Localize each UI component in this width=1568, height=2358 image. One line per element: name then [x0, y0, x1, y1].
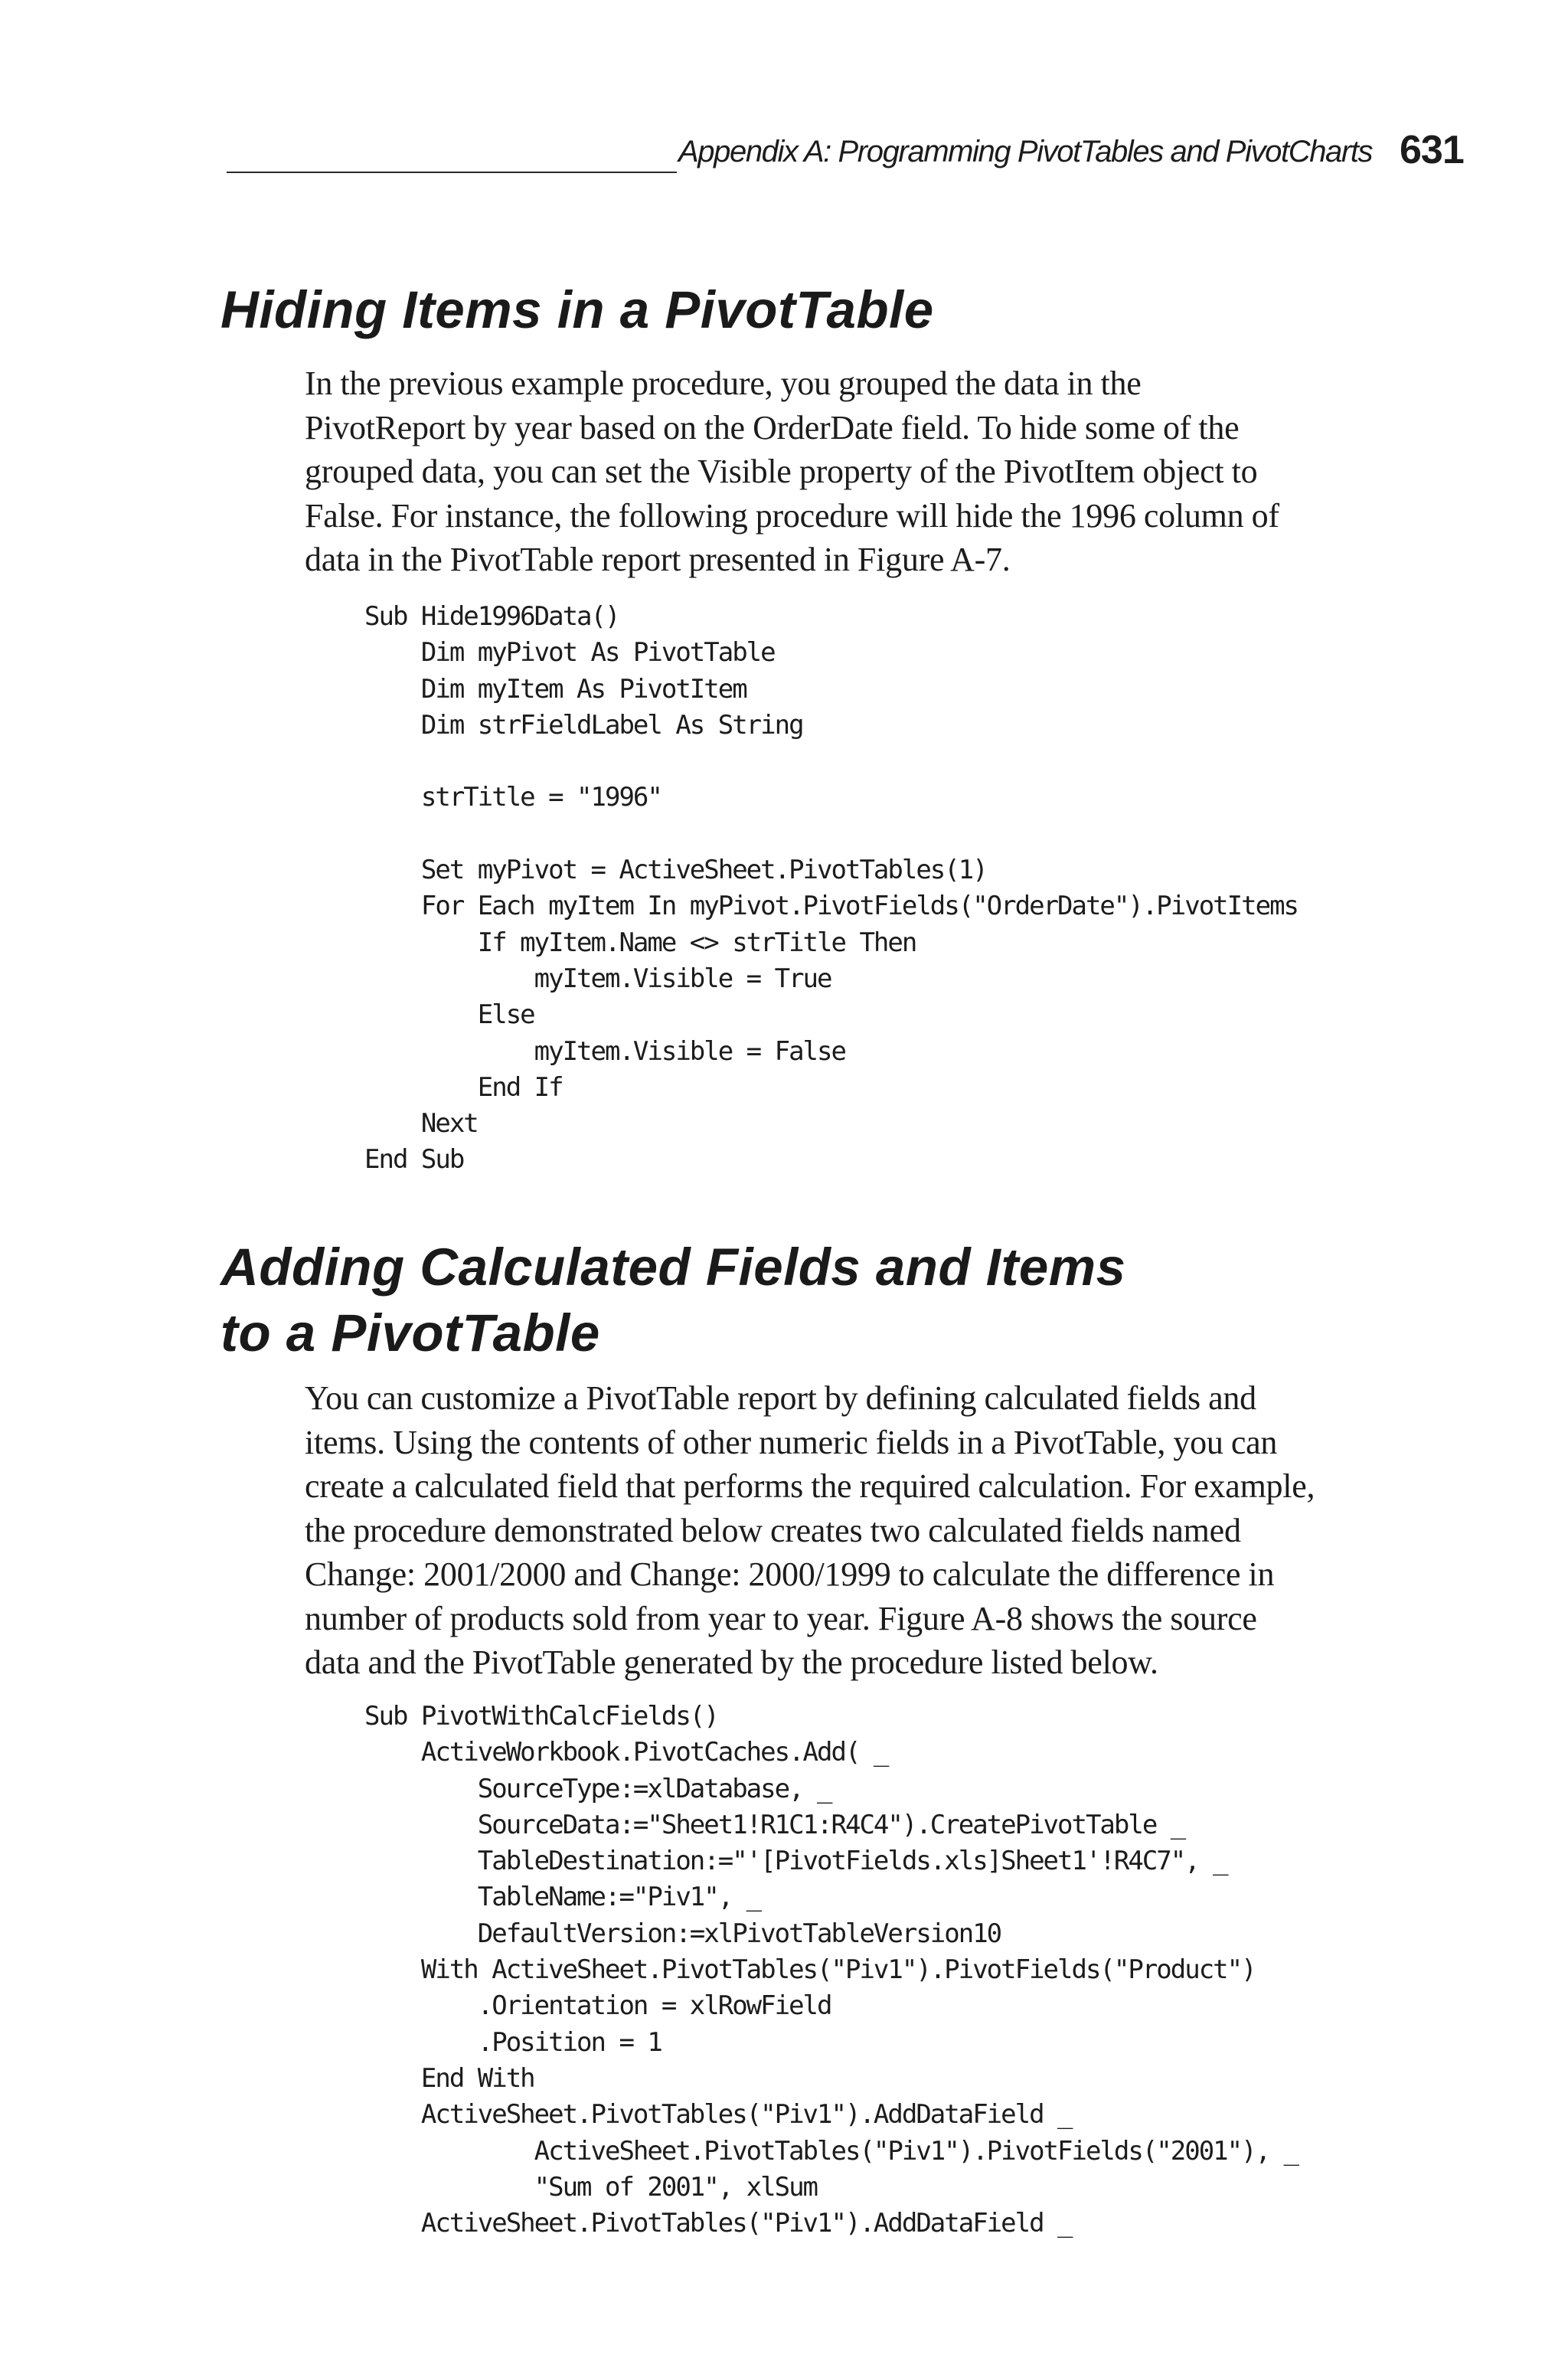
heading-line: Hiding Items in a PivotTable: [220, 280, 934, 339]
paragraph-line: the procedure demonstrated below creates two calculated fields named: [305, 1511, 1241, 1549]
code-line: Dim myItem As PivotItem: [364, 673, 746, 705]
header-rule: [227, 172, 677, 173]
paragraph-line: create a calculated field that performs the required calculation. For example,: [305, 1467, 1315, 1505]
code-line: SourceData:="Sheet1!R1C1:R4C4").CreatePivotTable _: [364, 1809, 1185, 1840]
code-line: .Position = 1: [364, 2026, 662, 2058]
code-listing-pivotwithcalcfields: [364, 1699, 1298, 2242]
code-line: ActiveWorkbook.PivotCaches.Add( _: [364, 1737, 888, 1768]
paragraph-line: items. Using the contents of other numeric fields in a PivotTable, you can: [305, 1423, 1278, 1461]
paragraph-line: You can customize a PivotTable report by defining calculated fields and: [305, 1379, 1256, 1417]
paragraph-line: In the previous example procedure, you grouped the data in the: [305, 365, 1142, 402]
heading-line: to a PivotTable: [220, 1303, 600, 1362]
code-line: [364, 816, 1298, 852]
code-line: If myItem.Name <> strTitle Then: [364, 927, 916, 958]
code-line: ActiveSheet.PivotTables("Piv1").AddDataField _: [364, 2208, 1072, 2239]
code-line: Dim myPivot As PivotTable: [364, 637, 775, 669]
code-line: For Each myItem In myPivot.PivotFields("OrderDate").PivotItems: [364, 891, 1298, 922]
code-line: ActiveSheet.PivotTables("Piv1").PivotFields("2001"), _: [364, 2135, 1298, 2167]
page-number: 631: [1400, 128, 1464, 172]
code-line: myItem.Visible = True: [364, 963, 831, 994]
paragraph-line: Change: 2001/2000 and Change: 2000/1999 to calculate the difference in: [305, 1555, 1275, 1593]
paragraph-line: data and the PivotTable generated by the procedure listed below.: [305, 1643, 1158, 1681]
paragraph-line: number of products sold from year to year. Figure A-8 shows the source: [305, 1599, 1257, 1637]
code-line: Sub PivotWithCalcFields(): [364, 1701, 718, 1732]
code-listing-hide1996data: [364, 599, 1298, 1179]
paragraph-line: grouped data, you can set the Visible property of the PivotItem object to: [305, 453, 1258, 490]
section-heading-calculated-fields: [220, 1235, 1126, 1366]
code-line: TableName:="Piv1", _: [364, 1882, 761, 1913]
code-line: ActiveSheet.PivotTables("Piv1").AddDataField _: [364, 2099, 1072, 2131]
running-header: [227, 124, 1464, 178]
code-line: SourceType:=xlDatabase, _: [364, 1773, 831, 1804]
code-line: [364, 744, 1298, 780]
code-line: With ActiveSheet.PivotTables("Piv1").PivotFields("Product"): [364, 1954, 1256, 1986]
code-line: TableDestination:="'[PivotFields.xls]Sheet1'!R4C7", _: [364, 1846, 1227, 1877]
heading-line: Adding Calculated Fields and Items: [220, 1238, 1126, 1297]
paragraph-calculated-fields: [305, 1376, 1315, 1685]
code-line: Next: [364, 1108, 478, 1140]
code-line: Sub Hide1996Data(): [364, 601, 619, 632]
code-line: .Orientation = xlRowField: [364, 1990, 831, 2022]
paragraph-line: data in the PivotTable report presented in Figure A-7.: [305, 541, 1011, 578]
header-title: Appendix A: Programming PivotTables and PivotCharts: [678, 135, 1373, 168]
code-line: strTitle = "1996": [364, 782, 662, 813]
code-line: End If: [364, 1071, 563, 1103]
paragraph-line: False. For instance, the following procedure will hide the 1996 column of: [305, 496, 1279, 535]
paragraph-line: PivotReport by year based on the OrderDate field. To hide some of the: [305, 408, 1240, 446]
code-line: End Sub: [364, 1144, 464, 1176]
code-line: End With: [364, 2062, 534, 2094]
code-line: DefaultVersion:=xlPivotTableVersion10: [364, 1918, 1001, 1949]
section-heading-hiding-items: [220, 277, 934, 343]
code-line: Else: [364, 999, 534, 1031]
code-line: Set myPivot = ActiveSheet.PivotTables(1): [364, 855, 987, 886]
paragraph-hiding-items: [305, 361, 1279, 582]
code-line: myItem.Visible = False: [364, 1035, 845, 1067]
code-line: Dim strFieldLabel As String: [364, 709, 803, 741]
code-line: "Sum of 2001", xlSum: [364, 2171, 818, 2203]
